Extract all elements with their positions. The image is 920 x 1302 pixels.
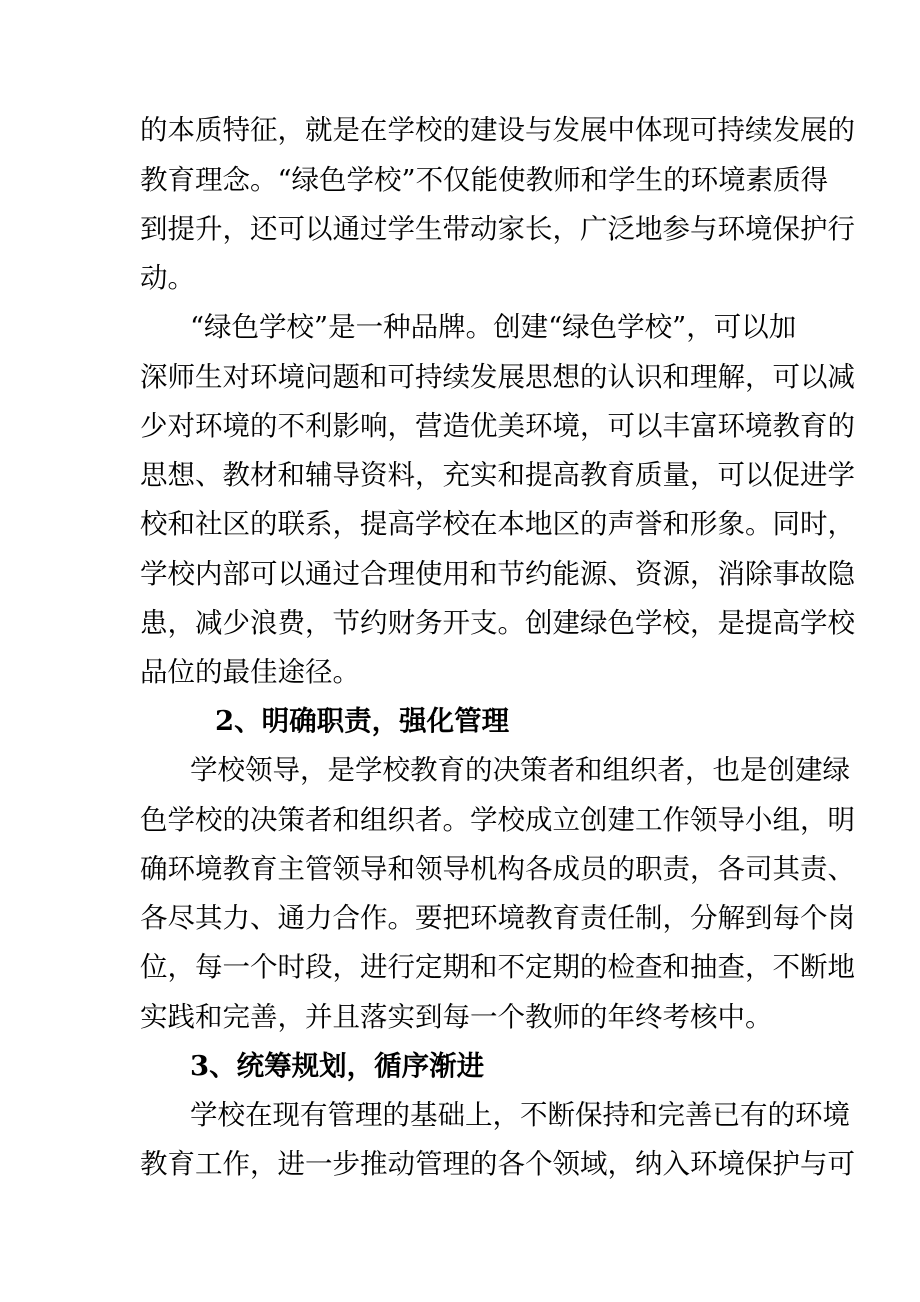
text-line: 校和社区的联系，提高学校在本地区的声誉和形象。同时， xyxy=(140,508,855,540)
text-line: 品位的最佳途径。 xyxy=(140,656,360,688)
text-line: 思想、教材和辅导资料，充实和提高教育质量，可以促进学 xyxy=(140,459,855,491)
text-line: 学校在现有管理的基础上，不断保持和完善已有的环境 xyxy=(190,1099,850,1131)
section-heading-2: 2、明确职责，强化管理 xyxy=(215,705,510,737)
text-line: 的本质特征，就是在学校的建设与发展中体现可持续发展的 xyxy=(140,114,855,146)
section-heading-3: 3、统筹规划，循序渐进 xyxy=(190,1050,485,1082)
text-line: 少对环境的不利影响，营造优美环境，可以丰富环境教育的 xyxy=(140,410,855,442)
text-line: 学校内部可以通过合理使用和节约能源、资源，消除事故隐 xyxy=(140,558,855,590)
text-line: 学校领导，是学校教育的决策者和组织者，也是创建绿 xyxy=(190,754,850,786)
text-line: 深师生对环境问题和可持续发展思想的认识和理解，可以减 xyxy=(140,361,855,393)
text-line: 教育工作，进一步推动管理的各个领域，纳入环境保护与可 xyxy=(140,1148,855,1180)
text-line: 动。 xyxy=(140,262,195,294)
text-line: 到提升，还可以通过学生带动家长，广泛地参与环境保护行 xyxy=(140,213,855,245)
text-line: “绿色学校”是一种品牌。创建“绿色学校”，可以加 xyxy=(190,311,797,343)
text-line: 位，每一个时段，进行定期和不定期的检查和抽查，不断地 xyxy=(140,951,855,983)
text-line: 确环境教育主管领导和领导机构各成员的职责，各司其责、 xyxy=(140,853,855,885)
text-line: 患，减少浪费，节约财务开支。创建绿色学校，是提高学校 xyxy=(140,607,855,639)
text-line: 实践和完善，并且落实到每一个教师的年终考核中。 xyxy=(140,1001,773,1033)
text-line: 色学校的决策者和组织者。学校成立创建工作领导小组，明 xyxy=(140,804,855,836)
text-line: 教育理念。“绿色学校”不仅能使教师和学生的环境素质得 xyxy=(140,164,829,196)
text-line: 各尽其力、通力合作。要把环境教育责任制，分解到每个岗 xyxy=(140,902,855,934)
